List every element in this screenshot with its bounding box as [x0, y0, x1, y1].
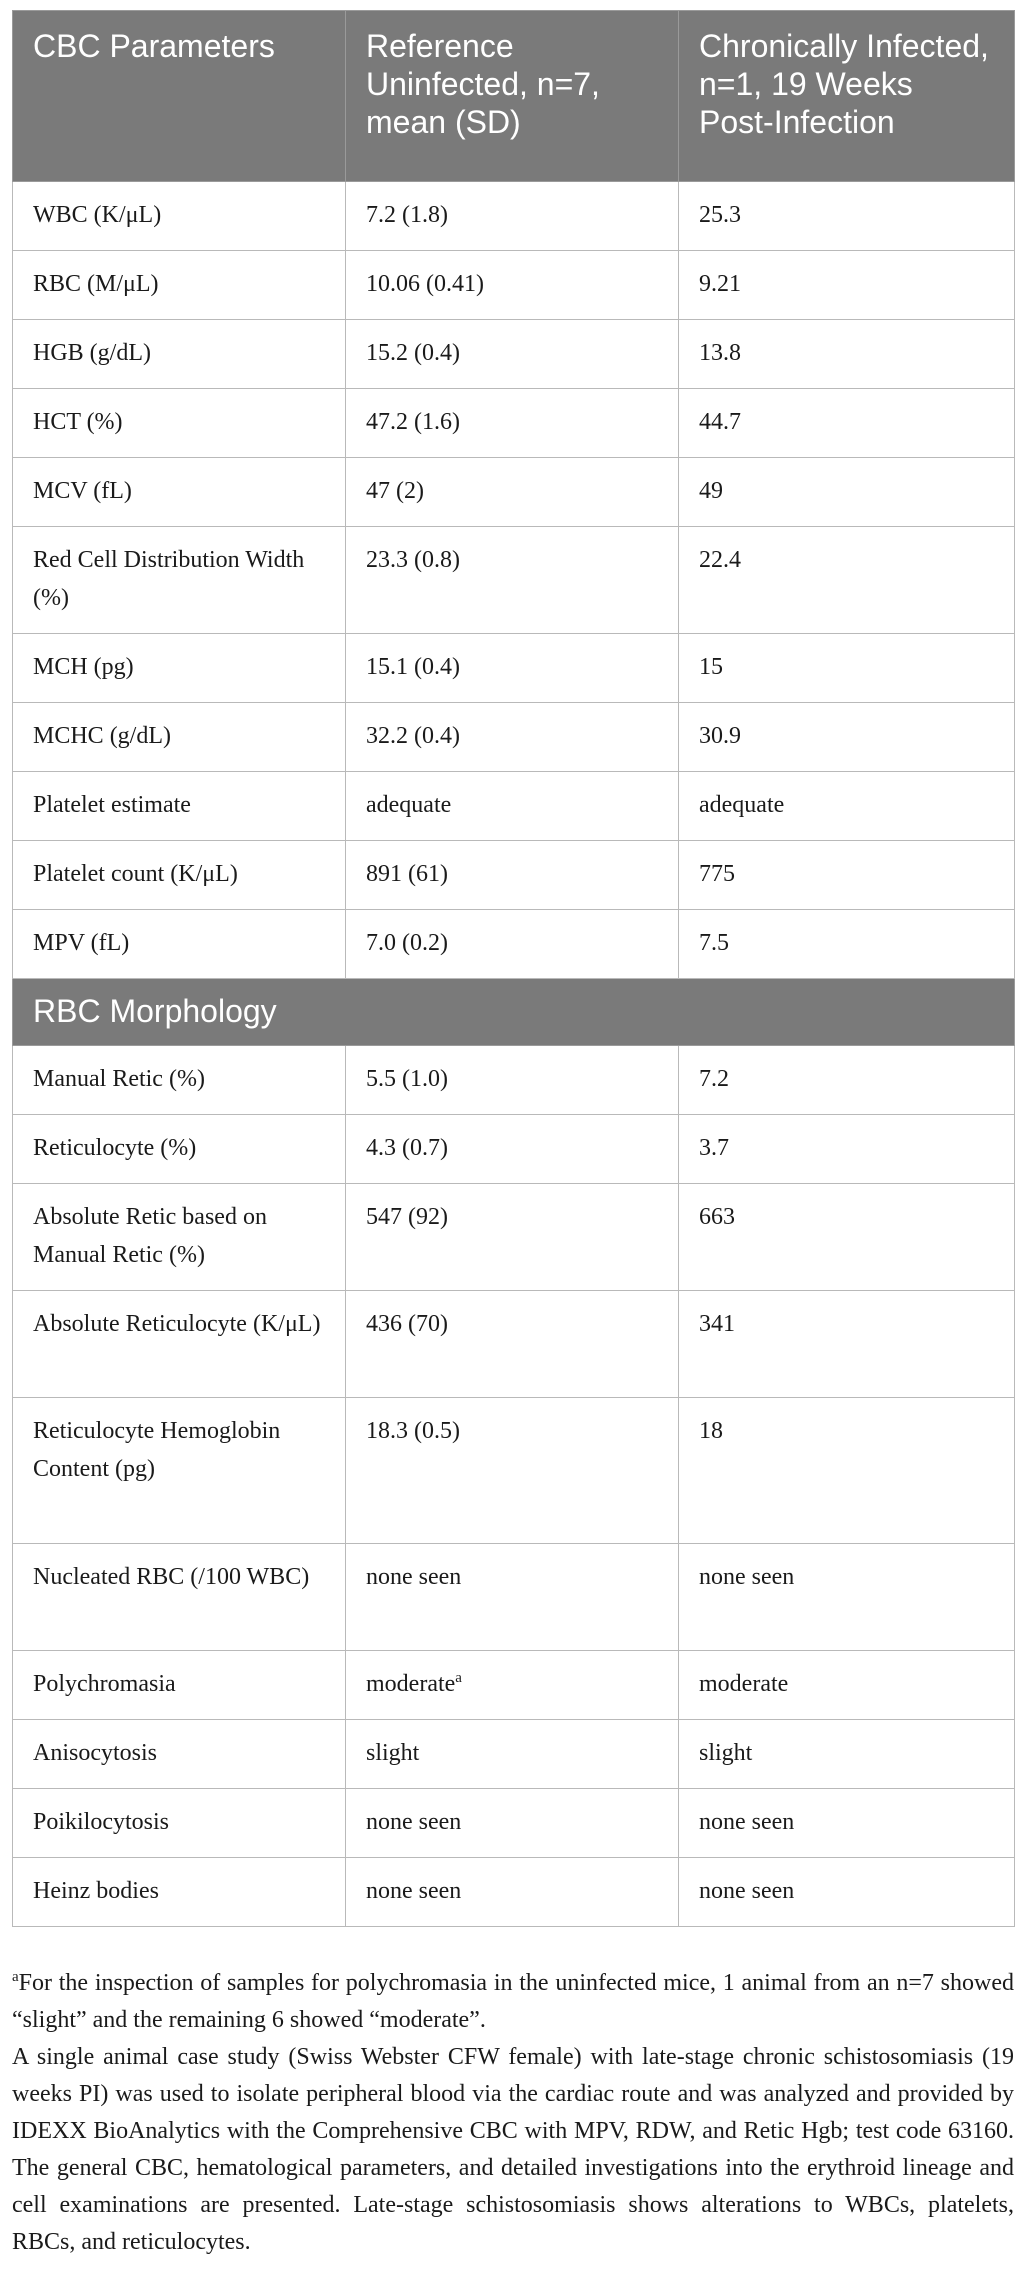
cell-reference-value: 891 (61): [366, 861, 448, 887]
table-row: [13, 1544, 1015, 1651]
cell-parameter: MCV (fL): [13, 458, 346, 527]
cbc-parameters-section: [13, 182, 1015, 979]
cell-infected: 15: [679, 634, 1015, 703]
cell-infected: 663: [679, 1184, 1015, 1291]
cell-reference-value: 15.2 (0.4): [366, 340, 460, 366]
cell-reference: [346, 1720, 679, 1789]
cell-infected: 9.21: [679, 251, 1015, 320]
cell-parameter: Polychromasia: [13, 1651, 346, 1720]
cell-infected: 7.2: [679, 1046, 1015, 1115]
cell-reference: [346, 1789, 679, 1858]
header-parameters: CBC Parameters: [13, 11, 346, 182]
cell-infected: 341: [679, 1291, 1015, 1398]
cell-infected: 7.5: [679, 910, 1015, 979]
footnote-ref-marker: a: [455, 1670, 462, 1686]
cell-infected: 22.4: [679, 527, 1015, 634]
cell-infected: 775: [679, 841, 1015, 910]
cell-infected: 3.7: [679, 1115, 1015, 1184]
table-row: [13, 389, 1015, 458]
cell-parameter: MPV (fL): [13, 910, 346, 979]
cell-parameter: Absolute Retic based on Manual Retic (%): [13, 1184, 346, 1291]
table-header-row: [13, 11, 1015, 182]
rbc-morphology-header: [13, 979, 1015, 1046]
cell-parameter: RBC (M/μL): [13, 251, 346, 320]
cell-reference-value: 4.3 (0.7): [366, 1135, 448, 1161]
cell-parameter: Manual Retic (%): [13, 1046, 346, 1115]
table-row: [13, 182, 1015, 251]
cell-reference-value: 23.3 (0.8): [366, 547, 460, 573]
cell-reference: [346, 458, 679, 527]
cell-reference-value: none seen: [366, 1878, 462, 1904]
cell-reference: [346, 251, 679, 320]
table-row: [13, 1291, 1015, 1398]
cell-infected: 18: [679, 1398, 1015, 1544]
cell-reference-value: none seen: [366, 1809, 462, 1835]
section-title: RBC Morphology: [13, 979, 1015, 1046]
cell-reference-value: 47.2 (1.6): [366, 409, 460, 435]
cell-reference-value: 7.2 (1.8): [366, 202, 448, 228]
table-row: [13, 1398, 1015, 1544]
cell-infected: moderate: [679, 1651, 1015, 1720]
table-row: [13, 634, 1015, 703]
cell-reference: [346, 389, 679, 458]
table-row: [13, 841, 1015, 910]
header-reference: Reference Uninfected, n=7, mean (SD): [346, 11, 679, 182]
cell-parameter: Anisocytosis: [13, 1720, 346, 1789]
table-description: A single animal case study (Swiss Webster CFW female) with late-stage chronic schistosomiasis (19 weeks PI) was used to isolate peripheral blood via the cardiac route and was analyzed and provided by IDEXX BioAnalytics with the Comprehensive CBC with MPV, RDW, and Retic Hgb; test code 63160. The general CBC, hematological parameters, and detailed investigations into the erythroid lineage and cell examinations are presented. Late-stage schistosomiasis shows alterations to WBCs, platelets, RBCs, and reticulocytes.: [12, 2044, 1014, 2255]
cell-infected: 44.7: [679, 389, 1015, 458]
cell-reference-value: 5.5 (1.0): [366, 1066, 448, 1092]
cell-reference: [346, 182, 679, 251]
cell-reference: [346, 320, 679, 389]
cell-reference-value: adequate: [366, 792, 452, 818]
cell-reference: [346, 1291, 679, 1398]
table-row: [13, 1858, 1015, 1927]
cell-infected: 25.3: [679, 182, 1015, 251]
table-row: [13, 1115, 1015, 1184]
cell-infected: 30.9: [679, 703, 1015, 772]
cell-infected: none seen: [679, 1544, 1015, 1651]
table-row: [13, 1184, 1015, 1291]
cell-parameter: MCHC (g/dL): [13, 703, 346, 772]
rbc-morphology-section: [13, 1046, 1015, 1927]
table-row: [13, 1789, 1015, 1858]
header-infected: Chronically Infected, n=1, 19 Weeks Post-Infection: [679, 11, 1015, 182]
table-row: [13, 1651, 1015, 1720]
cell-reference-value: none seen: [366, 1564, 462, 1590]
cell-reference: [346, 1651, 679, 1720]
cell-reference-value: slight: [366, 1740, 420, 1766]
cell-reference-value: 436 (70): [366, 1311, 448, 1337]
cell-parameter: Poikilocytosis: [13, 1789, 346, 1858]
table-row: [13, 527, 1015, 634]
footnote-a-text: For the inspection of samples for polychromasia in the uninfected mice, 1 animal from an n=7 showed “slight” and the remaining 6 showed “moderate”.: [12, 1970, 1014, 2033]
cell-reference: [346, 703, 679, 772]
cell-reference: [346, 1544, 679, 1651]
table-row: [13, 772, 1015, 841]
table-row: [13, 251, 1015, 320]
cell-reference-value: 18.3 (0.5): [366, 1418, 460, 1444]
cell-infected: slight: [679, 1720, 1015, 1789]
cell-parameter: Platelet estimate: [13, 772, 346, 841]
cell-parameter: WBC (K/μL): [13, 182, 346, 251]
cell-parameter: HCT (%): [13, 389, 346, 458]
cell-reference: [346, 841, 679, 910]
cell-reference: [346, 527, 679, 634]
table-row: [13, 910, 1015, 979]
cell-reference: [346, 910, 679, 979]
cell-infected: none seen: [679, 1858, 1015, 1927]
cell-reference-value: moderate: [366, 1671, 456, 1697]
cell-infected: adequate: [679, 772, 1015, 841]
table-row: [13, 1046, 1015, 1115]
table-row: [13, 320, 1015, 389]
cell-reference-value: 32.2 (0.4): [366, 723, 460, 749]
cbc-table-container: [12, 10, 1014, 1927]
cell-parameter: HGB (g/dL): [13, 320, 346, 389]
cell-reference: [346, 1398, 679, 1544]
cell-parameter: Reticulocyte Hemoglobin Content (pg): [13, 1398, 346, 1544]
table-footnotes: [12, 1965, 1014, 2261]
table-row: [13, 458, 1015, 527]
cell-infected: none seen: [679, 1789, 1015, 1858]
footnote-marker: a: [12, 1969, 19, 1985]
cell-infected: 49: [679, 458, 1015, 527]
cell-reference: [346, 1858, 679, 1927]
cell-reference: [346, 634, 679, 703]
cell-reference: [346, 1184, 679, 1291]
cell-parameter: Heinz bodies: [13, 1858, 346, 1927]
cell-parameter: Absolute Reticulocyte (K/μL): [13, 1291, 346, 1398]
cell-parameter: Nucleated RBC (/100 WBC): [13, 1544, 346, 1651]
cell-reference-value: 10.06 (0.41): [366, 271, 484, 297]
cell-reference: [346, 1046, 679, 1115]
cell-reference-value: 15.1 (0.4): [366, 654, 460, 680]
section-header-row: [13, 979, 1015, 1046]
cell-reference-value: 47 (2): [366, 478, 424, 504]
cbc-table: [12, 10, 1015, 1927]
cell-reference: [346, 1115, 679, 1184]
cell-parameter: Platelet count (K/μL): [13, 841, 346, 910]
cell-parameter: Red Cell Distribution Width (%): [13, 527, 346, 634]
table-row: [13, 1720, 1015, 1789]
cell-parameter: MCH (pg): [13, 634, 346, 703]
footnote-a: [12, 1965, 1014, 2039]
cell-reference: [346, 772, 679, 841]
cell-parameter: Reticulocyte (%): [13, 1115, 346, 1184]
cell-reference-value: 7.0 (0.2): [366, 930, 448, 956]
table-row: [13, 703, 1015, 772]
cell-reference-value: 547 (92): [366, 1204, 448, 1230]
cell-infected: 13.8: [679, 320, 1015, 389]
